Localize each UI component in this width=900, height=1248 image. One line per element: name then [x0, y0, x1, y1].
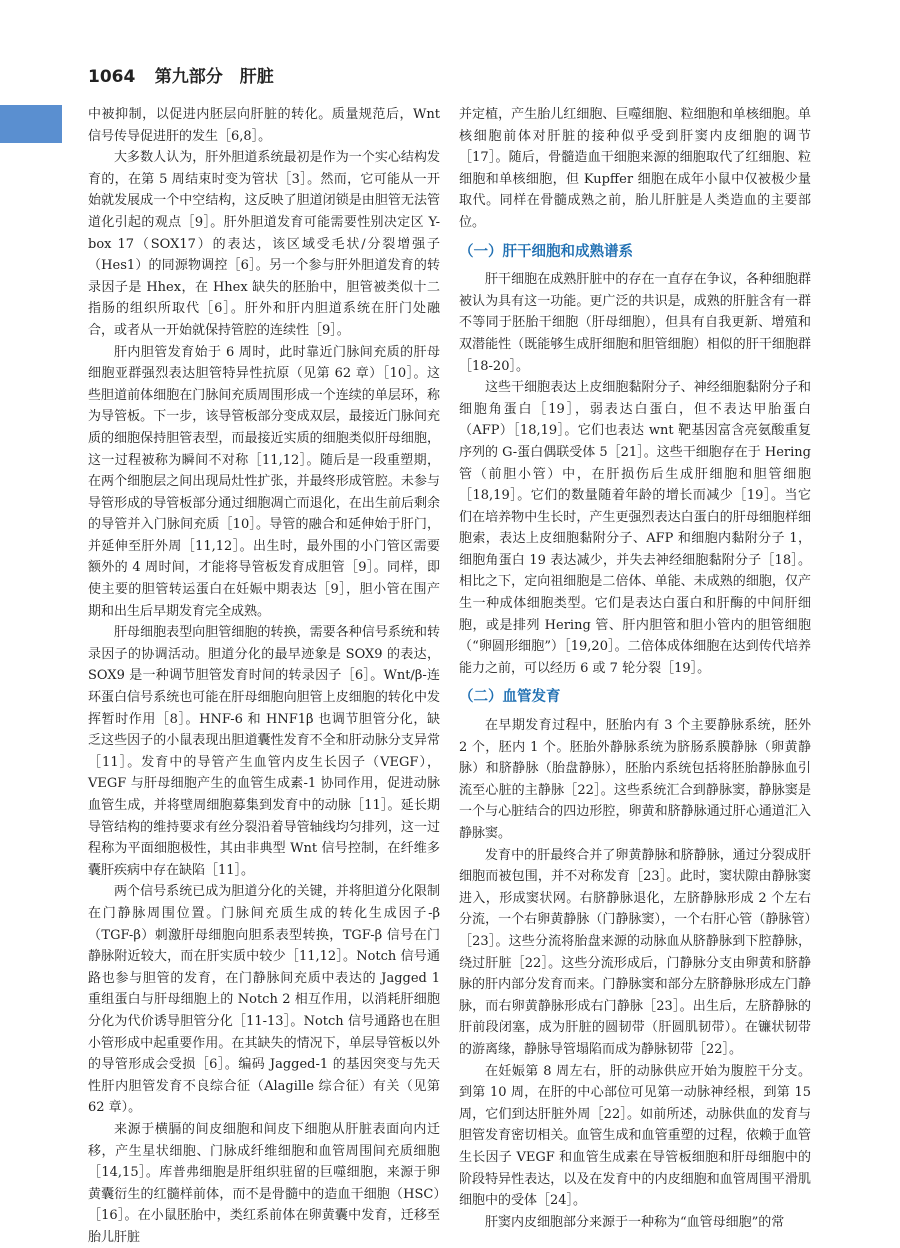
paragraph: 这些干细胞表达上皮细胞黏附分子、神经细胞黏附分子和细胞角蛋白［19］，弱表达白蛋白，但不表达甲胎蛋白（AFP）［18,19］。它们也表达 wnt 靶基因富含亮氨酸重复序列的 G-蛋白偶联受体 5［21］。这些干细胞存在于 Hering 管（前胆小管）中，在肝损伤后生成肝细胞和胆管细胞［18,19］。它们的数量随着年龄的增长而减少［19］。当它们在培养物中生长时，产生更强烈表达白蛋白的肝母细胞样细胞索，表达上皮细胞黏附分子、AFP 和细胞内黏附分子 1，细胞角蛋白 19 表达减少，并失去神经细胞黏附分子［18］。相比之下，定向祖细胞是二倍体、单能、未成熟的细胞，仅产生一种成体细胞类型。它们是表达白蛋白和肝酶的中间肝细胞，或是排列 Hering 管、肝内胆管和胆小管内的胆管细胞（“卵圆形细胞”）［19,20］。二倍体成体细胞在达到传代培养能力之前，可以经历 6 或 7 轮分裂［19］。 [459, 380, 811, 676]
page-number: 1064 [88, 67, 136, 87]
paragraph: 并定植，产生胎儿红细胞、巨噬细胞、粒细胞和单核细胞。单核细胞前体对肝脏的接种似乎受到肝窦内皮细胞的调节［17］。随后，骨髓造血干细胞来源的细胞取代了红细胞、粒细胞和单核细胞，但 Kupffer 细胞在成年小鼠中仅被极少量取代。同样在骨髓成熟之前，胎儿肝脏是人类造血的主要部位。 [459, 107, 811, 230]
paragraph: 肝窦内皮细胞部分来源于一种称为“血管母细胞”的常 [485, 1214, 785, 1230]
section-heading: （二）血管发育 [459, 689, 561, 706]
paragraph: 在妊娠第 8 周左右，肝的动脉供应开始为腹腔干分支。到第 10 周，在肝的中心部位可见第一动脉神经根，到第 15 周，它们到达肝脏外周［22］。如前所述，动脉供血的发育与胆管发育密切相关。血管生成和血管重塑的过程，依赖于血管生长因子 VEGF 和血管生成素在导管板细胞和肝母细胞中的阶段特异性表达，以及在发育中的内皮细胞和血管周围平滑肌细胞中的受体［24］。 [459, 1063, 811, 1209]
chapter-title: 第九部分 肝脏 [154, 67, 274, 87]
paragraph: 肝干细胞在成熟肝脏中的存在一直存在争议，各种细胞群被认为具有这一功能。更广泛的共识是，成熟的肝脏含有一群不等同于胚胎干细胞（肝母细胞），但具有自我更新、增殖和双潜能性（既能够生成肝细胞和胆管细胞）相似的肝干细胞群［18-20］。 [459, 272, 811, 374]
chapter-tab-marker [0, 105, 62, 143]
paragraph: 中被抑制，以促进内胚层向肝脏的转化。质量规范后，Wnt 信号传导促进肝的发生［6,8］。 [88, 107, 440, 144]
paragraph: 肝母细胞表型向胆管细胞的转换，需要各种信号系统和转录因子的协调活动。胆道分化的最早迹象是 SOX9 的表达，SOX9 是一种调节胆管发育时间的转录因子［6］。Wnt/β-连环蛋白信号系统也可能在肝母细胞向胆管上皮细胞的转化中发挥暂时作用［8］。HNF-6 和 HNF1β 也调节胆管分化，缺乏这些因子的小鼠表现出胆道囊性发育不全和肝动脉分支异常［11］。发育中的导管产生血管内皮生长因子（VEGF），VEGF 与肝母细胞产生的血管生成素-1 协同作用，促进动脉血管生成，并将壁周细胞募集到发育中的动脉［11］。延长期导管结构的维持要求有丝分裂沿着导管轴线均匀排列，这一过程称为平面细胞极性，其由非典型 Wnt 信号控制，在纤维多囊肝疾病中存在缺陷［11］。 [88, 625, 440, 878]
paragraph: 两个信号系统已成为胆道分化的关键，并将胆道分化限制在门静脉周围位置。门脉间充质生成的转化生成因子-β（TGF-β）刺激肝母细胞向胆系表型转换，TGF-β 信号在门静脉附近较大，而在肝实质中较少［11,12］。Notch 信号通路也参与胆管的发育，在门静脉间充质中表达的 Jagged 1 重组蛋白与肝母细胞上的 Notch 2 相互作用，以消耗肝细胞分化为代价诱导胆管分化［11-13］。Notch 信号通路也在胆小管形成中起重要作用。在其缺失的情况下，单层导管板以外的导管形成会受损［6］。编码 Jagged-1 的基因突变与先天性肝内胆管发育不良综合征（Alagille 综合征）有关（见第 62 章）。 [88, 884, 440, 1116]
left-column [88, 104, 440, 1248]
paragraph: 在早期发育过程中，胚胎内有 3 个主要静脉系统，胚外 2 个，胚内 1 个。胚胎外静脉系统为脐肠系膜静脉（卵黄静脉）和脐静脉（胎盘静脉），胚胎内系统包括将胚胎静脉血引流至心脏的主静脉［22］。这些系统汇合到静脉窦，静脉窦是一个与心脏结合的四边形腔，卵黄和脐静脉通过肝心通道汇入静脉窦。 [459, 718, 811, 841]
paragraph: 大多数人认为，肝外胆道系统最初是作为一个实心结构发育的，在第 5 周结束时变为管状［3］。然而，它可能从一开始就发展成一个中空结构，这反映了胆道闭锁是由胆管无法管道化引起的观点［9］。肝外胆道发育可能需要性别决定区 Y-box 17（SOX17）的表达，该区域受毛状/分裂增强子（Hes1）的同源物调控［6］。另一个参与肝外胆道发育的转录因子是 Hhex，在 Hhex 缺失的胚胎中，胆管被类似十二指肠的组织所取代［6］。肝外和肝内胆道系统在肝门处融合，或者从一开始就保持管腔的连续性［9］。 [88, 150, 440, 338]
paragraph: 发育中的肝最终合并了卵黄静脉和脐静脉，通过分裂成肝细胞而被包围，并不对称发育［23］。此时，窦状隙由静脉窦进入，形成窦状网。右脐静脉退化，左脐静脉形成 2 个左右分流，一个右卵黄静脉（门静脉窦），一个右肝心管（静脉管）［23］。这些分流将胎盘来源的动脉血从脐静脉到下腔静脉，绕过肝脏［22］。这些分流形成后，门静脉分支由卵黄和脐静脉的肝内部分发育而来。门静脉窦和部分左脐静脉形成左门静脉，而右卵黄静脉形成右门静脉［23］。出生后，左脐静脉的肝前段闭塞，成为肝脏的圆韧带（肝圆肌韧带）。在镰状韧带的游离缘，静脉导管塌陷而成为静脉韧带［22］。 [459, 847, 811, 1057]
paragraph: 肝内胆管发育始于 6 周时，此时靠近门脉间充质的肝母细胞亚群强烈表达胆管特异性抗原（见第 62 章）［10］。这些胆道前体细胞在门脉间充质周围形成一个连续的单层环，称为导管板。下一步，该导管板部分变成双层，最接近门脉间充质的细胞保持胆管表型，而最接近实质的细胞类似肝母细胞，这一过程被称为瞬间不对称［11,12］。随后是一段重塑期，在两个细胞层之间出现局灶性扩张，并最终形成管腔。未参与导管形成的导管板部分通过细胞凋亡而退化，在出生前后剩余的导管并入门脉间充质［10］。导管的融合和延伸始于肝门，并延伸至肝外周［11,12］。出生时，最外围的小门管区需要额外的 4 周时间，才能将导管板发育成胆管［9］。同样，即使主要的胆管转运蛋白在妊娠中期表达［9］，胆小管在围产期和出生后早期发育完全成熟。 [88, 344, 440, 619]
paragraph: 来源于横膈的间皮细胞和间皮下细胞从肝脏表面向内迁移，产生星状细胞、门脉成纤维细胞和血管周围间充质细胞［14,15］。库普弗细胞是肝组织驻留的巨噬细胞，来源于卵黄囊衍生的红髓样前体，而不是骨髓中的造血干细胞（HSC）［16］。在小鼠胚胎中，类红系前体在卵黄囊中发育，迁移至胎儿肝脏 [88, 1121, 440, 1245]
section-heading: （一）肝干细胞和成熟谱系 [459, 243, 633, 260]
page-header [88, 62, 274, 87]
right-column [459, 104, 811, 1233]
